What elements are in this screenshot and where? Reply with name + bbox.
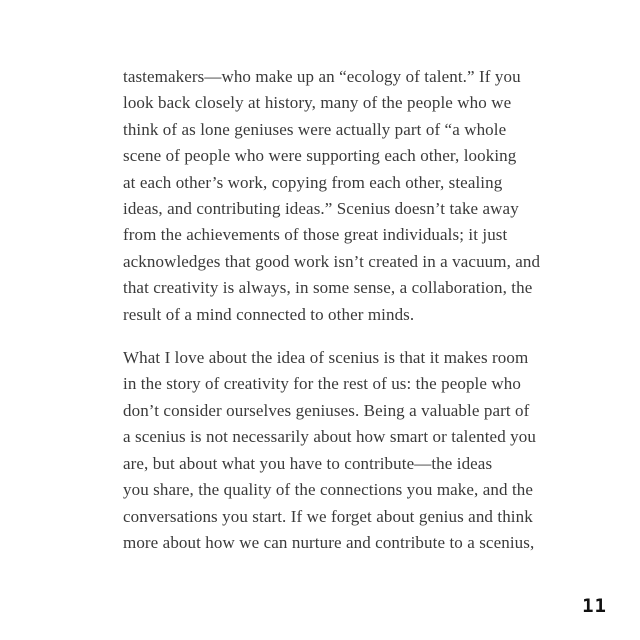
- text-line: don’t consider ourselves geniuses. Being a valuable part of: [123, 400, 530, 420]
- text-line: think of as lone geniuses were actually part of “a whole: [123, 119, 507, 139]
- text-line: tastemakers—who make up an “ecology of talent.” If you: [123, 67, 521, 86]
- text-line: acknowledges that good work isn’t created in a vacuum, and: [123, 251, 541, 271]
- text-line: you share, the quality of the connections you make, and the: [123, 480, 534, 500]
- text-line: more about how we can nurture and contribute to a scenius,: [123, 532, 535, 552]
- text-line: at each other’s work, copying from each other, stealing: [123, 172, 503, 192]
- text-line: are, but about what you have to contribute—the ideas: [123, 453, 493, 473]
- paragraph: [123, 345, 563, 556]
- text-line: that creativity is always, in some sense, a collaboration, the: [123, 278, 533, 298]
- text-line: scene of people who were supporting each other, looking: [123, 146, 517, 166]
- body-text: [123, 64, 563, 556]
- text-line: in the story of creativity for the rest of us: the people who: [123, 374, 521, 394]
- page-number: 11: [582, 595, 607, 617]
- text-line: What I love about the idea of scenius is that it makes room: [123, 348, 529, 368]
- text-line: look back closely at history, many of the people who we: [123, 93, 512, 113]
- text-line: from the achievements of those great individuals; it just: [123, 225, 508, 245]
- text-line: ideas, and contributing ideas.” Scenius doesn’t take away: [123, 199, 519, 219]
- text-line: result of a mind connected to other minds.: [123, 304, 415, 324]
- text-line: a scenius is not necessarily about how smart or talented you: [123, 427, 536, 447]
- text-line: conversations you start. If we forget about genius and think: [123, 506, 533, 526]
- paragraph: [123, 64, 563, 328]
